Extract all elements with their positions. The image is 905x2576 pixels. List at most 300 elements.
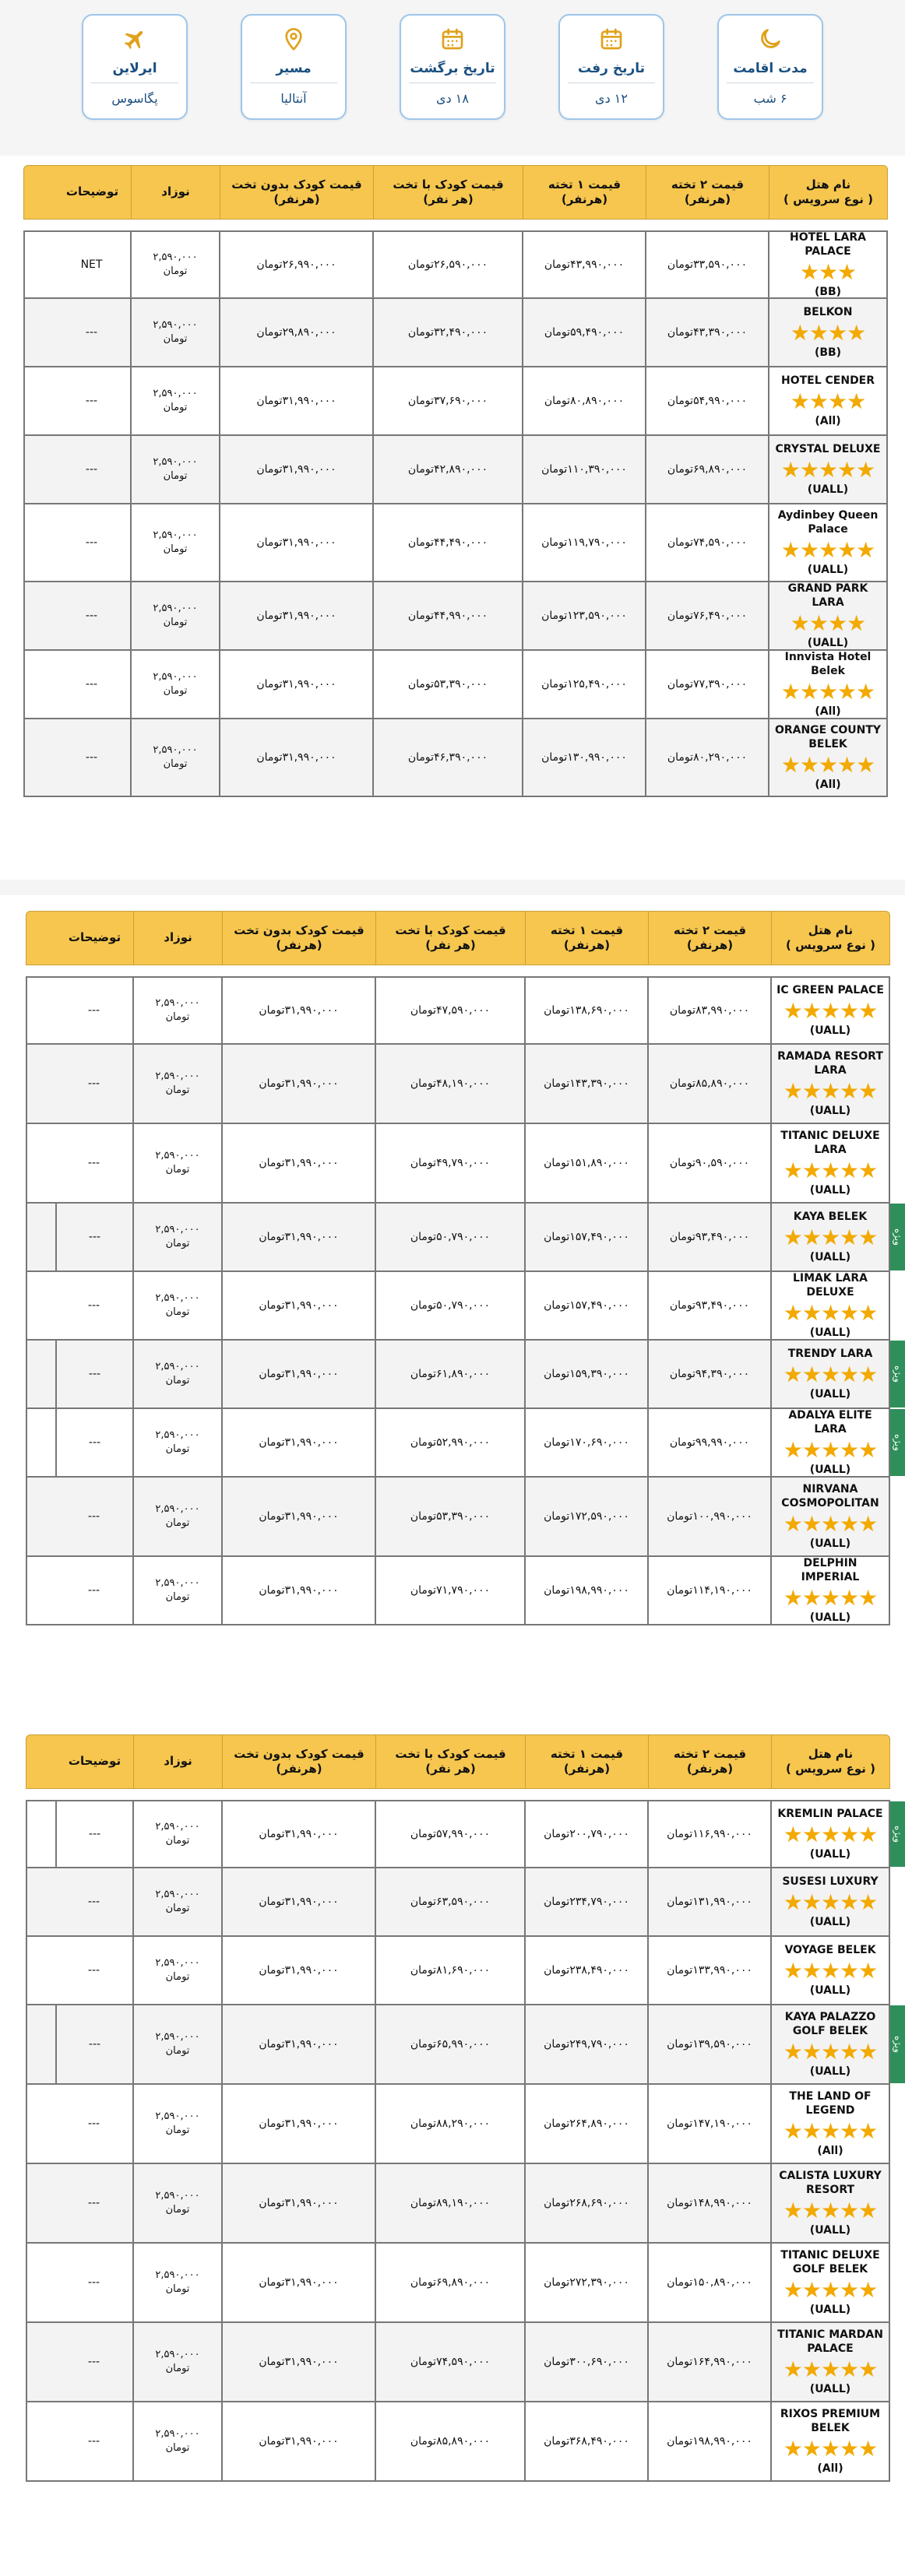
hotel-name: HOTEL LARA PALACE [790, 231, 866, 258]
table-row [26, 1478, 890, 1557]
currency-label: تومان [544, 1436, 570, 1449]
hotel-name: IC GREEN PALACE [776, 983, 884, 996]
col-child-nobed-price [221, 2244, 375, 2321]
col-child-nobed-price [221, 1937, 375, 2004]
col-infant-price [132, 1801, 221, 1867]
price-value: ۲,۵۹۰,۰۰۰ [155, 2110, 200, 2122]
hotel-cell [770, 1478, 889, 1555]
table-row [26, 2244, 890, 2323]
currency-label: تومان [410, 1004, 437, 1017]
col-double-price [647, 2402, 770, 2480]
currency-label: تومان [259, 1510, 285, 1523]
col-double-price [647, 1045, 770, 1123]
price-value: ۳۱,۹۹۰,۰۰۰ [284, 2117, 339, 2130]
currency-label: تومان [410, 2356, 437, 2368]
col-infant-price [132, 1341, 221, 1407]
hotel-cell [770, 1341, 889, 1407]
calendar-icon [596, 23, 627, 54]
col-infant-price [132, 1272, 221, 1339]
col-infant-price [132, 1868, 221, 1935]
currency-label: تومان [165, 1903, 190, 1914]
star-rating-icon: ★★★★★ [783, 1225, 878, 1251]
col-child-bed-price [372, 719, 522, 796]
special-offer-badge: ویژه [890, 1801, 905, 1867]
price-value: ۲,۵۹۰,۰۰۰ [153, 387, 198, 399]
currency-label: تومان [667, 536, 694, 549]
col-child-nobed-price-header: قیمت کودک بدون تخت (هرنفر) [220, 166, 373, 219]
price-value: ۲,۵۹۰,۰۰۰ [155, 2030, 200, 2043]
hotel-name: VOYAGE BELEK [784, 1943, 876, 1956]
moon-icon [755, 23, 786, 54]
col-child-bed-price-header: قیمت کودک با تخت (هر نفر) [373, 166, 523, 219]
price-value: ۳۱,۹۹۰,۰۰۰ [284, 1964, 339, 1977]
currency-label: تومان [165, 1306, 190, 1318]
col-single-price [522, 719, 645, 796]
currency-label: تومان [544, 2197, 570, 2209]
hotel-cell [770, 1557, 889, 1624]
price-value: ۴۳,۹۹۰,۰۰۰ [570, 258, 625, 271]
hotel-name: TITANIC DELUXE LARA [780, 1130, 880, 1156]
star-rating-icon: ★★★★★ [783, 1822, 878, 1848]
price-value: ۲,۵۹۰,۰۰۰ [153, 318, 198, 331]
col-child-nobed-price [221, 1868, 375, 1935]
currency-label: تومان [410, 1157, 437, 1169]
col-infant-price [132, 2323, 221, 2401]
col-child-nobed-price [219, 582, 372, 649]
price-table [23, 165, 888, 797]
price-value: ۴۶,۳۹۰,۰۰۰ [434, 751, 488, 764]
col-infant-price [132, 2085, 221, 2163]
price-value: ۱۵۷,۴۹۰,۰۰۰ [569, 1299, 629, 1312]
col-infant-price [130, 719, 219, 796]
price-value: ۳۱,۹۹۰,۰۰۰ [282, 536, 336, 549]
price-value: ۳۱,۹۹۰,۰۰۰ [284, 1004, 339, 1017]
col-infant-price [132, 1557, 221, 1624]
currency-label: تومان [669, 1299, 696, 1312]
service-type: (UALL) [809, 2224, 851, 2237]
price-value: ۵۳,۳۹۰,۰۰۰ [434, 678, 488, 691]
col-single-price [522, 436, 645, 503]
currency-label: تومان [667, 1584, 693, 1597]
col-notes: --- [85, 678, 98, 691]
hotel-cell [768, 232, 886, 297]
price-value: ۵۴,۹۹۰,۰۰۰ [693, 395, 748, 407]
currency-label: تومان [256, 751, 283, 764]
col-infant-price [130, 651, 219, 718]
price-value: ۱۲۵,۴۹۰,۰۰۰ [567, 678, 627, 691]
col-notes: --- [55, 1341, 132, 1407]
col-notes: --- [87, 2356, 100, 2368]
currency-label: تومان [669, 1004, 696, 1017]
price-value: ۲,۵۹۰,۰۰۰ [155, 1223, 200, 1235]
price-value: ۳۱,۹۹۰,۰۰۰ [284, 1157, 339, 1169]
col-single-price [524, 1868, 647, 1935]
hotel-cell [770, 2005, 889, 2083]
currency-label: تومان [259, 1077, 285, 1090]
col-child-bed-price [375, 1341, 524, 1407]
hotel-name: THE LAND OF LEGEND [789, 2090, 872, 2117]
card-title: ایرلاین [112, 61, 157, 76]
price-value: ۹۹,۹۹۰,۰۰۰ [695, 1436, 750, 1449]
col-double-price [647, 2005, 770, 2083]
price-value: ۲,۵۹۰,۰۰۰ [155, 1070, 200, 1082]
table-row [23, 436, 888, 504]
currency-label: تومان [165, 2283, 190, 2295]
price-table-section-3 [0, 1720, 905, 2576]
price-value: ۵۰,۷۹۰,۰۰۰ [436, 1299, 491, 1312]
currency-label: تومان [667, 2117, 693, 2130]
hotel-cell [768, 651, 886, 718]
col-child-nobed-price [221, 1272, 375, 1339]
currency-label: تومان [407, 536, 435, 549]
currency-label: تومان [667, 1828, 693, 1840]
col-double-price [647, 1409, 770, 1476]
currency-label: تومان [259, 1299, 285, 1312]
col-child-bed-price [375, 1409, 524, 1476]
table-row [26, 976, 890, 1045]
service-type: (UALL) [809, 1611, 851, 1624]
col-double-price [645, 504, 768, 581]
price-value: ۱۹۸,۹۹۰,۰۰۰ [692, 2435, 752, 2448]
star-rating-icon: ★★★★★ [783, 2198, 878, 2223]
price-value: ۸۸,۲۹۰,۰۰۰ [436, 2117, 491, 2130]
price-value: ۲,۵۹۰,۰۰۰ [155, 1149, 200, 1161]
currency-label: تومان [544, 1828, 570, 1840]
currency-label: تومان [410, 2435, 437, 2448]
price-value: ۱۳۱,۹۹۰,۰۰۰ [692, 1896, 752, 1908]
col-single-price [522, 504, 645, 581]
price-value: ۳۱,۹۹۰,۰۰۰ [282, 395, 336, 407]
col-child-bed-price [375, 2402, 524, 2480]
currency-label: تومان [259, 1896, 285, 1908]
col-single-price [524, 1272, 647, 1339]
star-rating-icon: ★★★★★ [783, 1889, 878, 1916]
service-type: (UALL) [809, 1388, 851, 1401]
col-single-price [522, 232, 645, 297]
col-child-bed-price [375, 1937, 524, 2004]
col-child-bed-price-header: قیمت کودک با تخت (هر نفر) [375, 1735, 525, 1788]
hotel-name: Innvista Hotel Belek [784, 651, 872, 677]
col-child-nobed-price [221, 978, 375, 1043]
col-child-nobed-price-header: قیمت کودک بدون تخت (هرنفر) [222, 1735, 375, 1788]
service-type: (UALL) [809, 2065, 851, 2078]
col-child-nobed-price [219, 232, 372, 297]
table-row [23, 230, 888, 299]
hotel-name: BELKON [803, 305, 853, 318]
currency-label: تومان [165, 1971, 190, 1983]
price-value: ۵۹,۴۹۰,۰۰۰ [570, 326, 625, 339]
col-child-bed-price [372, 367, 522, 434]
price-value: ۲,۵۹۰,۰۰۰ [155, 2348, 200, 2360]
table-row [23, 719, 888, 797]
currency-label: تومان [165, 2124, 190, 2136]
col-child-nobed-price [221, 1124, 375, 1202]
col-notes: --- [55, 1204, 132, 1270]
hotel-cell [768, 719, 886, 796]
hotel-name: ADALYA ELITE LARA [788, 1409, 872, 1436]
col-infant-price [132, 1937, 221, 2004]
col-notes: --- [87, 1896, 100, 1908]
col-child-bed-price [375, 1868, 524, 1935]
table-row [26, 2005, 903, 2085]
service-type: (All) [815, 705, 841, 718]
table-row [26, 1868, 890, 1937]
special-offer-badge: ویژه [890, 1204, 905, 1270]
currency-label: تومان [163, 758, 188, 770]
table-row [26, 1045, 890, 1124]
col-single-price [524, 1409, 647, 1476]
col-child-bed-price [372, 582, 522, 649]
currency-label: تومان [256, 678, 283, 691]
currency-label: تومان [410, 1368, 437, 1380]
price-value: ۲,۵۹۰,۰۰۰ [153, 251, 198, 263]
currency-label: تومان [544, 2117, 570, 2130]
currency-label: تومان [407, 610, 435, 622]
currency-label: تومان [259, 2117, 285, 2130]
price-value: ۸۰,۸۹۰,۰۰۰ [570, 395, 625, 407]
currency-label: تومان [544, 2356, 570, 2368]
price-value: ۱۰۰,۹۹۰,۰۰۰ [692, 1510, 752, 1523]
special-offer-badge: ویژه [890, 1409, 905, 1476]
price-value: ۳۶۸,۴۹۰,۰۰۰ [569, 2435, 629, 2448]
price-value: ۱۳۹,۵۹۰,۰۰۰ [692, 2038, 752, 2051]
col-child-bed-price [375, 2244, 524, 2321]
currency-label: تومان [163, 333, 188, 345]
hotel-cell [768, 504, 886, 581]
currency-label: تومان [165, 2045, 190, 2057]
service-type: (UALL) [809, 1251, 851, 1264]
price-value: ۲۴۹,۷۹۰,۰۰۰ [569, 2038, 629, 2051]
price-value: ۱۷۰,۶۹۰,۰۰۰ [569, 1436, 629, 1449]
currency-label: تومان [669, 1077, 696, 1090]
price-value: ۴۴,۴۹۰,۰۰۰ [434, 536, 488, 549]
col-child-nobed-price [221, 2164, 375, 2242]
currency-label: تومان [259, 1584, 285, 1597]
currency-label: تومان [667, 751, 694, 764]
price-value: ۶۵,۹۹۰,۰۰۰ [436, 2038, 491, 2051]
price-value: ۳۱,۹۹۰,۰۰۰ [284, 1231, 339, 1243]
col-child-nobed-price [219, 436, 372, 503]
price-value: ۷۶,۴۹۰,۰۰۰ [693, 610, 748, 622]
col-child-nobed-price [219, 299, 372, 366]
table-header [26, 911, 890, 965]
col-notes: --- [85, 610, 98, 622]
card-value: آنتالیا [280, 91, 307, 106]
price-value: ۲,۵۹۰,۰۰۰ [155, 996, 200, 1009]
price-value: ۸۵,۸۹۰,۰۰۰ [436, 2435, 491, 2448]
col-child-nobed-price [221, 1478, 375, 1555]
price-value: ۲۷۲,۳۹۰,۰۰۰ [569, 2276, 629, 2289]
col-single-price [524, 2085, 647, 2163]
currency-label: تومان [165, 1011, 190, 1023]
price-value: ۲,۵۹۰,۰۰۰ [155, 2268, 200, 2281]
hotel-cell [770, 1124, 889, 1202]
service-type: (UALL) [809, 1327, 851, 1339]
currency-label: تومان [259, 2356, 285, 2368]
price-value: ۹۳,۴۹۰,۰۰۰ [695, 1299, 750, 1312]
col-child-nobed-price [221, 2005, 375, 2083]
currency-label: تومان [541, 463, 568, 476]
price-value: ۲,۵۹۰,۰۰۰ [153, 602, 198, 614]
currency-label: تومان [165, 2363, 190, 2374]
price-value: ۳۱,۹۹۰,۰۰۰ [284, 1368, 339, 1380]
hotel-cell [770, 978, 889, 1043]
service-type: (UALL) [809, 1184, 851, 1197]
hotel-name: RAMADA RESORT LARA [777, 1050, 883, 1077]
col-notes: --- [85, 463, 98, 476]
col-infant-price [132, 2005, 221, 2083]
currency-label: تومان [544, 1896, 570, 1908]
col-child-bed-price [372, 651, 522, 718]
currency-label: تومان [667, 2276, 693, 2289]
col-child-bed-price [375, 1557, 524, 1624]
star-rating-icon: ★★★★★ [783, 2356, 878, 2382]
currency-label: تومان [667, 1510, 693, 1523]
location-pin-icon [278, 23, 309, 54]
currency-label: تومان [410, 1964, 437, 1977]
currency-label: تومان [165, 1375, 190, 1386]
price-value: ۹۰,۵۹۰,۰۰۰ [695, 1157, 750, 1169]
hotel-name: RIXOS PREMIUM BELEK [780, 2408, 881, 2434]
price-value: ۱۹۸,۹۹۰,۰۰۰ [569, 1584, 629, 1597]
hotel-name: SUSESI LUXURY [782, 1875, 879, 1888]
table-row [23, 367, 888, 436]
price-value: ۵۰,۷۹۰,۰۰۰ [436, 1231, 491, 1243]
hotel-cell [770, 1409, 889, 1476]
hotel-name: TRENDY LARA [787, 1347, 873, 1360]
col-child-bed-price [375, 1801, 524, 1867]
col-child-bed-price [375, 2164, 524, 2242]
col-child-nobed-price [219, 719, 372, 796]
price-value: ۴۹,۷۹۰,۰۰۰ [436, 1157, 491, 1169]
price-table [26, 1734, 903, 2482]
col-child-bed-price [375, 2085, 524, 2163]
col-notes: --- [85, 751, 98, 764]
currency-label: تومان [667, 1896, 693, 1908]
col-notes-header: توضیحات [68, 930, 121, 945]
price-value: ۲,۵۹۰,۰۰۰ [155, 1429, 200, 1441]
currency-label: تومان [165, 1591, 190, 1603]
col-double-price [645, 719, 768, 796]
col-notes: --- [55, 1801, 132, 1867]
price-value: ۳۱,۹۹۰,۰۰۰ [284, 2276, 339, 2289]
col-infant-price [132, 1409, 221, 1476]
currency-label: تومان [669, 1368, 696, 1380]
hotel-name: KREMLIN PALACE [777, 1807, 883, 1820]
price-value: ۳۱,۹۹۰,۰۰۰ [284, 1510, 339, 1523]
col-infant-price [130, 504, 219, 581]
currency-label: تومان [669, 1231, 696, 1243]
price-value: ۲,۵۹۰,۰۰۰ [155, 2427, 200, 2440]
col-notes: --- [87, 2435, 100, 2448]
service-type: (All) [817, 2145, 843, 2157]
col-child-bed-price [372, 504, 522, 581]
currency-label: تومان [544, 1077, 570, 1090]
col-infant-price [132, 1045, 221, 1123]
hotel-name: KAYA PALAZZO GOLF BELEK [784, 2011, 876, 2037]
star-rating-icon: ★★★★★ [783, 1511, 878, 1537]
price-value: ۶۹,۸۹۰,۰۰۰ [436, 2276, 491, 2289]
price-value: ۲,۵۹۰,۰۰۰ [155, 1292, 200, 1304]
card-title: مسیر [276, 61, 312, 76]
card-departure-date [558, 14, 664, 120]
col-double-price [647, 1204, 770, 1270]
trip-info-cards [0, 14, 905, 125]
price-value: ۸۹,۱۹۰,۰۰۰ [436, 2197, 491, 2209]
currency-label: تومان [259, 1964, 285, 1977]
price-value: ۲۳۴,۷۹۰,۰۰۰ [569, 1896, 629, 1908]
hotel-cell [768, 436, 886, 503]
price-value: ۷۴,۵۹۰,۰۰۰ [436, 2356, 491, 2368]
col-single-price [522, 582, 645, 649]
currency-label: تومان [410, 1436, 437, 1449]
star-rating-icon: ★★★★★ [780, 537, 875, 563]
col-single-price [524, 1557, 647, 1624]
currency-label: تومان [667, 2356, 693, 2368]
currency-label: تومان [544, 2276, 570, 2289]
currency-label: تومان [544, 1510, 570, 1523]
currency-label: تومان [667, 2197, 693, 2209]
col-single-price [524, 1341, 647, 1407]
price-value: ۱۴۳,۳۹۰,۰۰۰ [569, 1077, 629, 1090]
table-row [26, 1937, 890, 2005]
currency-label: تومان [544, 395, 571, 407]
currency-label: تومان [410, 2117, 437, 2130]
col-single-price [524, 1204, 647, 1270]
star-rating-icon: ★★★★★ [783, 2436, 878, 2462]
hotel-name: KAYA BELEK [793, 1210, 868, 1223]
price-value: ۹۴,۳۹۰,۰۰۰ [695, 1368, 750, 1380]
table-row [26, 2402, 890, 2482]
currency-label: تومان [256, 395, 283, 407]
col-infant-price [130, 232, 219, 297]
star-rating-icon: ★★★ [799, 259, 857, 285]
currency-label: تومان [544, 1004, 570, 1017]
currency-label: تومان [410, 1299, 437, 1312]
col-double-price [647, 1341, 770, 1407]
col-single-price [524, 978, 647, 1043]
currency-label: تومان [259, 2435, 285, 2448]
col-child-nobed-price [219, 504, 372, 581]
col-double-price [647, 1478, 770, 1555]
hotel-name: Aydinbey Queen Palace [777, 509, 879, 536]
currency-label: تومان [410, 1896, 437, 1908]
currency-label: تومان [165, 1164, 190, 1176]
hotel-cell [770, 2164, 889, 2242]
currency-label: تومان [544, 1157, 570, 1169]
star-rating-icon: ★★★★★ [783, 1958, 878, 1984]
currency-label: تومان [667, 678, 694, 691]
currency-label: تومان [259, 1828, 285, 1840]
price-value: ۱۵۷,۴۹۰,۰۰۰ [569, 1231, 629, 1243]
price-value: ۴۳,۳۹۰,۰۰۰ [693, 326, 748, 339]
price-value: ۳۱,۹۹۰,۰۰۰ [284, 1584, 339, 1597]
star-rating-icon: ★★★★★ [780, 457, 875, 483]
col-single-price [522, 367, 645, 434]
currency-label: تومان [165, 1517, 190, 1529]
card-route [241, 14, 347, 120]
service-type: (BB) [814, 286, 842, 298]
col-single-price-header: قیمت ۱ تخته (هرنفر) [525, 912, 648, 965]
hotel-name: DELPHIN IMPERIAL [801, 1557, 860, 1583]
price-value: ۵۷,۹۹۰,۰۰۰ [436, 1828, 491, 1840]
col-notes: --- [87, 1299, 100, 1312]
star-rating-icon: ★★★★★ [783, 1585, 878, 1611]
col-double-price [645, 436, 768, 503]
currency-label: تومان [667, 2038, 693, 2051]
col-child-bed-price [372, 232, 522, 297]
col-child-bed-price [375, 1204, 524, 1270]
